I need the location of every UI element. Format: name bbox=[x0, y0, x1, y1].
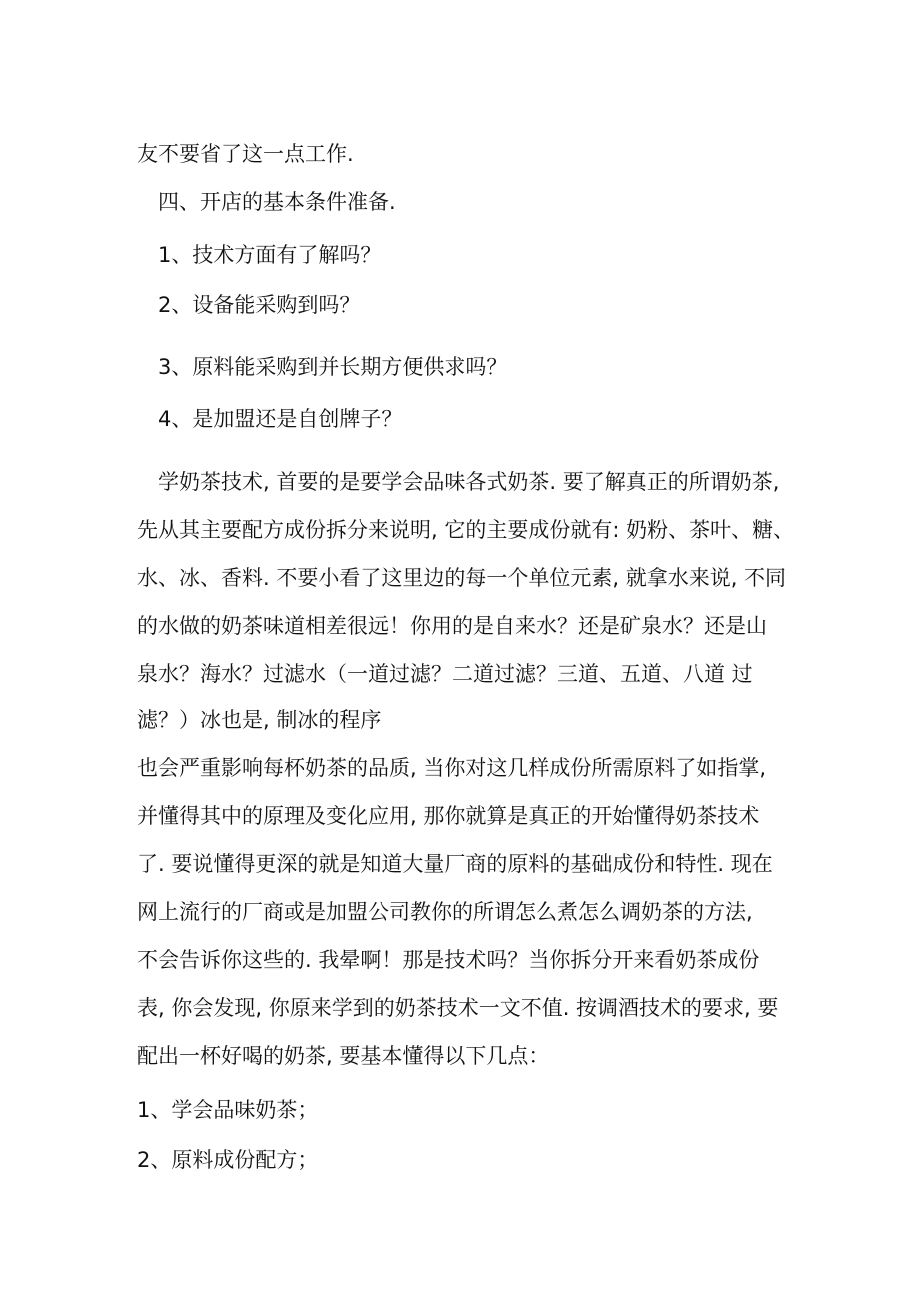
text-line-12: 滤？）冰也是, 制冰的程序 bbox=[137, 708, 382, 732]
text-line-1: 友不要省了这一点工作. bbox=[137, 142, 354, 166]
text-line-14: 并懂得其中的原理及变化应用, 那你就算是真正的开始懂得奶茶技术 bbox=[137, 804, 760, 828]
text-line-8: 先从其主要配方成份拆分来说明, 它的主要成份就有: 奶粉、茶叶、糖、 bbox=[137, 518, 795, 542]
text-line-16: 网上流行的厂商或是加盟公司教你的所谓怎么煮怎么调奶茶的方法, bbox=[137, 900, 753, 924]
text-line-7: 学奶茶技术, 首要的是要学会品味各式奶茶. 要了解真正的所谓奶茶, bbox=[158, 470, 780, 494]
text-line-21: 2、原料成份配方； bbox=[137, 1148, 319, 1172]
text-line-9: 水、冰、香料. 不要小看了这里边的每一个单位元素, 就拿水来说, 不同 bbox=[137, 566, 787, 590]
text-line-13: 也会严重影响每杯奶茶的品质, 当你对这几样成份所需原料了如指掌, bbox=[137, 756, 767, 780]
text-line-6: 4、是加盟还是自创牌子？ bbox=[158, 407, 403, 431]
text-line-3: 1、技术方面有了解吗？ bbox=[158, 243, 382, 267]
text-line-11: 泉水？海水？过滤水（一道过滤？二道过滤？三道、五道、八道 过 bbox=[137, 662, 753, 686]
text-line-2: 四、开店的基本条件准备. bbox=[158, 190, 396, 214]
text-line-15: 了. 要说懂得更深的就是知道大量厂商的原料的基础成份和特性. 现在 bbox=[137, 852, 773, 876]
text-line-5: 3、原料能采购到并长期方便供求吗？ bbox=[158, 355, 508, 379]
text-line-20: 1、学会品味奶茶； bbox=[137, 1098, 319, 1122]
text-line-19: 配出一杯好喝的奶茶, 要基本懂得以下几点： bbox=[137, 1044, 550, 1068]
text-line-17: 不会告诉你这些的. 我晕啊！那是技术吗？当你拆分开来看奶茶成份 bbox=[137, 948, 760, 972]
text-line-10: 的水做的奶茶味道相差很远！你用的是自来水？还是矿泉水？还是山 bbox=[137, 614, 767, 638]
text-line-4: 2、设备能采购到吗？ bbox=[158, 293, 361, 317]
text-line-18: 表, 你会发现, 你原来学到的奶茶技术一文不值. 按调酒技术的要求, 要 bbox=[137, 996, 779, 1020]
